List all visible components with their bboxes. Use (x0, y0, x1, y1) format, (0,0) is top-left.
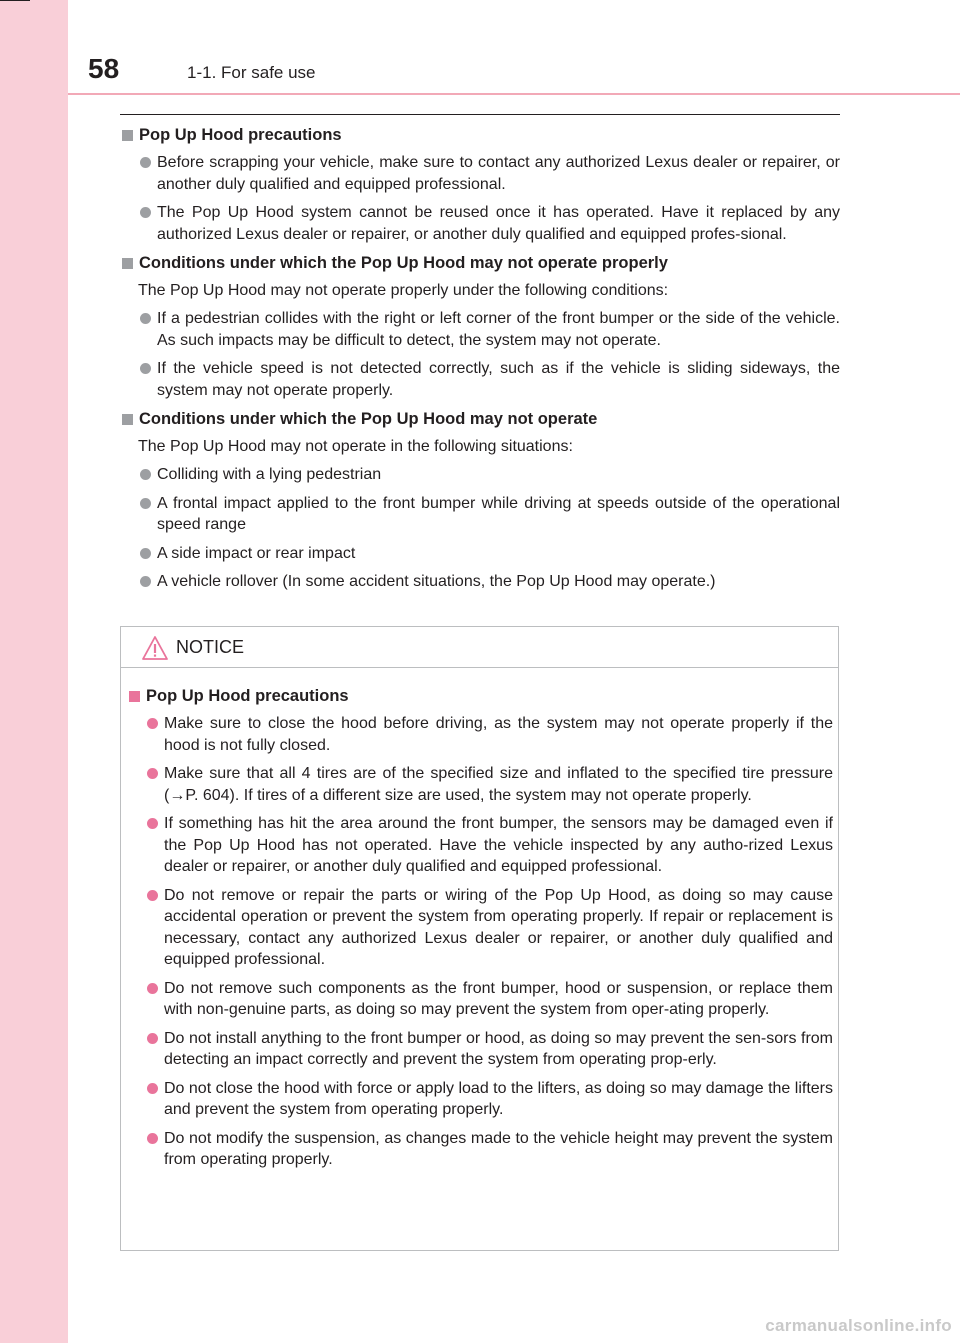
round-bullet-icon (147, 1133, 158, 1144)
square-bullet-icon (122, 130, 133, 141)
list-item: A side impact or rear impact (120, 543, 840, 565)
list-item: Do not modify the suspension, as changes made to the vehicle height may prevent the system from operating properly. (127, 1128, 833, 1171)
list-item: Make sure to close the hood before driving, as the system may not operate properly if the hood is not fully closed. (127, 713, 833, 756)
header-divider (68, 93, 960, 95)
notice-body (127, 685, 833, 1178)
round-bullet-icon (147, 818, 158, 829)
round-bullet-icon (147, 890, 158, 901)
round-bullet-icon (140, 363, 151, 374)
side-tab-bar (0, 0, 68, 1343)
round-bullet-icon (140, 207, 151, 218)
warning-triangle-icon (141, 635, 169, 661)
list-item: If a pedestrian collides with the right or left corner of the front bumper or the side of the vehicle. As such impacts may be difficult to detect, the system may not operate. (120, 308, 840, 351)
list-item: Do not remove such components as the front bumper, hood or suspension, or replace them with non-genuine parts, as doing so may prevent the system from oper-ating properly. (127, 978, 833, 1021)
list-item: Before scrapping your vehicle, make sure to contact any authorized Lexus dealer or repairer, or another duly qualified and equipped professional. (120, 152, 840, 195)
notice-header (121, 627, 838, 668)
notice-heading-text: Pop Up Hood precautions (146, 687, 349, 705)
section-heading-text: Conditions under which the Pop Up Hood may not operate (139, 410, 598, 428)
round-bullet-icon (140, 157, 151, 168)
section-heading (120, 124, 840, 146)
page-number: 58 (88, 53, 120, 84)
crop-mark-left (0, 0, 30, 1)
list-item: If the vehicle speed is not detected correctly, such as if the vehicle is sliding sideways, the system may not operate properly. (120, 358, 840, 401)
round-bullet-icon (147, 983, 158, 994)
section-intro: The Pop Up Hood may not operate in the following situations: (138, 438, 573, 455)
main-content (120, 124, 840, 600)
round-bullet-icon (147, 1033, 158, 1044)
bullet-list (120, 464, 840, 593)
round-bullet-icon (140, 469, 151, 480)
square-bullet-icon (122, 258, 133, 269)
round-bullet-icon (140, 313, 151, 324)
round-bullet-icon (147, 1083, 158, 1094)
list-item: The Pop Up Hood system cannot be reused once it has operated. Have it replaced by any authorized Lexus dealer or repairer, or another duly qualified and equipped profes-sional. (120, 202, 840, 245)
notice-box (120, 626, 839, 1251)
list-item: A frontal impact applied to the front bumper while driving at speeds outside of the operational speed range (120, 493, 840, 536)
list-item: If something has hit the area around the front bumper, the sensors may be damaged even if the Pop Up Hood has not operated. Have the vehicle inspected by any autho-rized Lexus dealer or repairer, or another duly qualified and equipped professional. (127, 813, 833, 878)
section-heading (120, 252, 840, 274)
list-item: Colliding with a lying pedestrian (120, 464, 840, 486)
round-bullet-icon (140, 576, 151, 587)
list-item: A vehicle rollover (In some accident situations, the Pop Up Hood may operate.) (120, 571, 840, 593)
section-intro: The Pop Up Hood may not operate properly under the following conditions: (138, 282, 669, 299)
bullet-list (120, 308, 840, 401)
notice-bullet-list (127, 713, 833, 1171)
watermark: carmanualsonline.info (765, 1316, 952, 1335)
round-bullet-icon (147, 718, 158, 729)
bullet-list (120, 152, 840, 245)
notice-label: NOTICE (176, 637, 245, 657)
list-item: Do not close the hood with force or apply load to the lifters, as doing so may damage the lifters and prevent the system from operating properly. (127, 1078, 833, 1121)
section-heading-text: Conditions under which the Pop Up Hood may not operate properly (139, 254, 668, 272)
square-bullet-icon (129, 691, 140, 702)
round-bullet-icon (140, 498, 151, 509)
list-item: Do not install anything to the front bumper or hood, as doing so may prevent the sen-sors from detecting an impact correctly and prevent the system from operating prop-erly. (127, 1028, 833, 1071)
chapter-title: 1-1. For safe use (187, 63, 316, 82)
notice-heading (127, 685, 833, 707)
section-top-rule (120, 114, 840, 115)
round-bullet-icon (140, 548, 151, 559)
list-item: Do not remove or repair the parts or wiring of the Pop Up Hood, as doing so may cause accidental operation or prevent the system from operating properly. If repair or replacement is necessary, contact any authorized Lexus dealer or repairer, or another duly qualified and equipped professional. (127, 885, 833, 971)
section-heading (120, 408, 840, 430)
section-heading-text: Pop Up Hood precautions (139, 126, 342, 144)
round-bullet-icon (147, 768, 158, 779)
list-item: Make sure that all 4 tires are of the specified size and inflated to the specified tire pressure (→P. 604). If tires of a different size are used, the system may not operate properly. (127, 763, 833, 806)
square-bullet-icon (122, 414, 133, 425)
